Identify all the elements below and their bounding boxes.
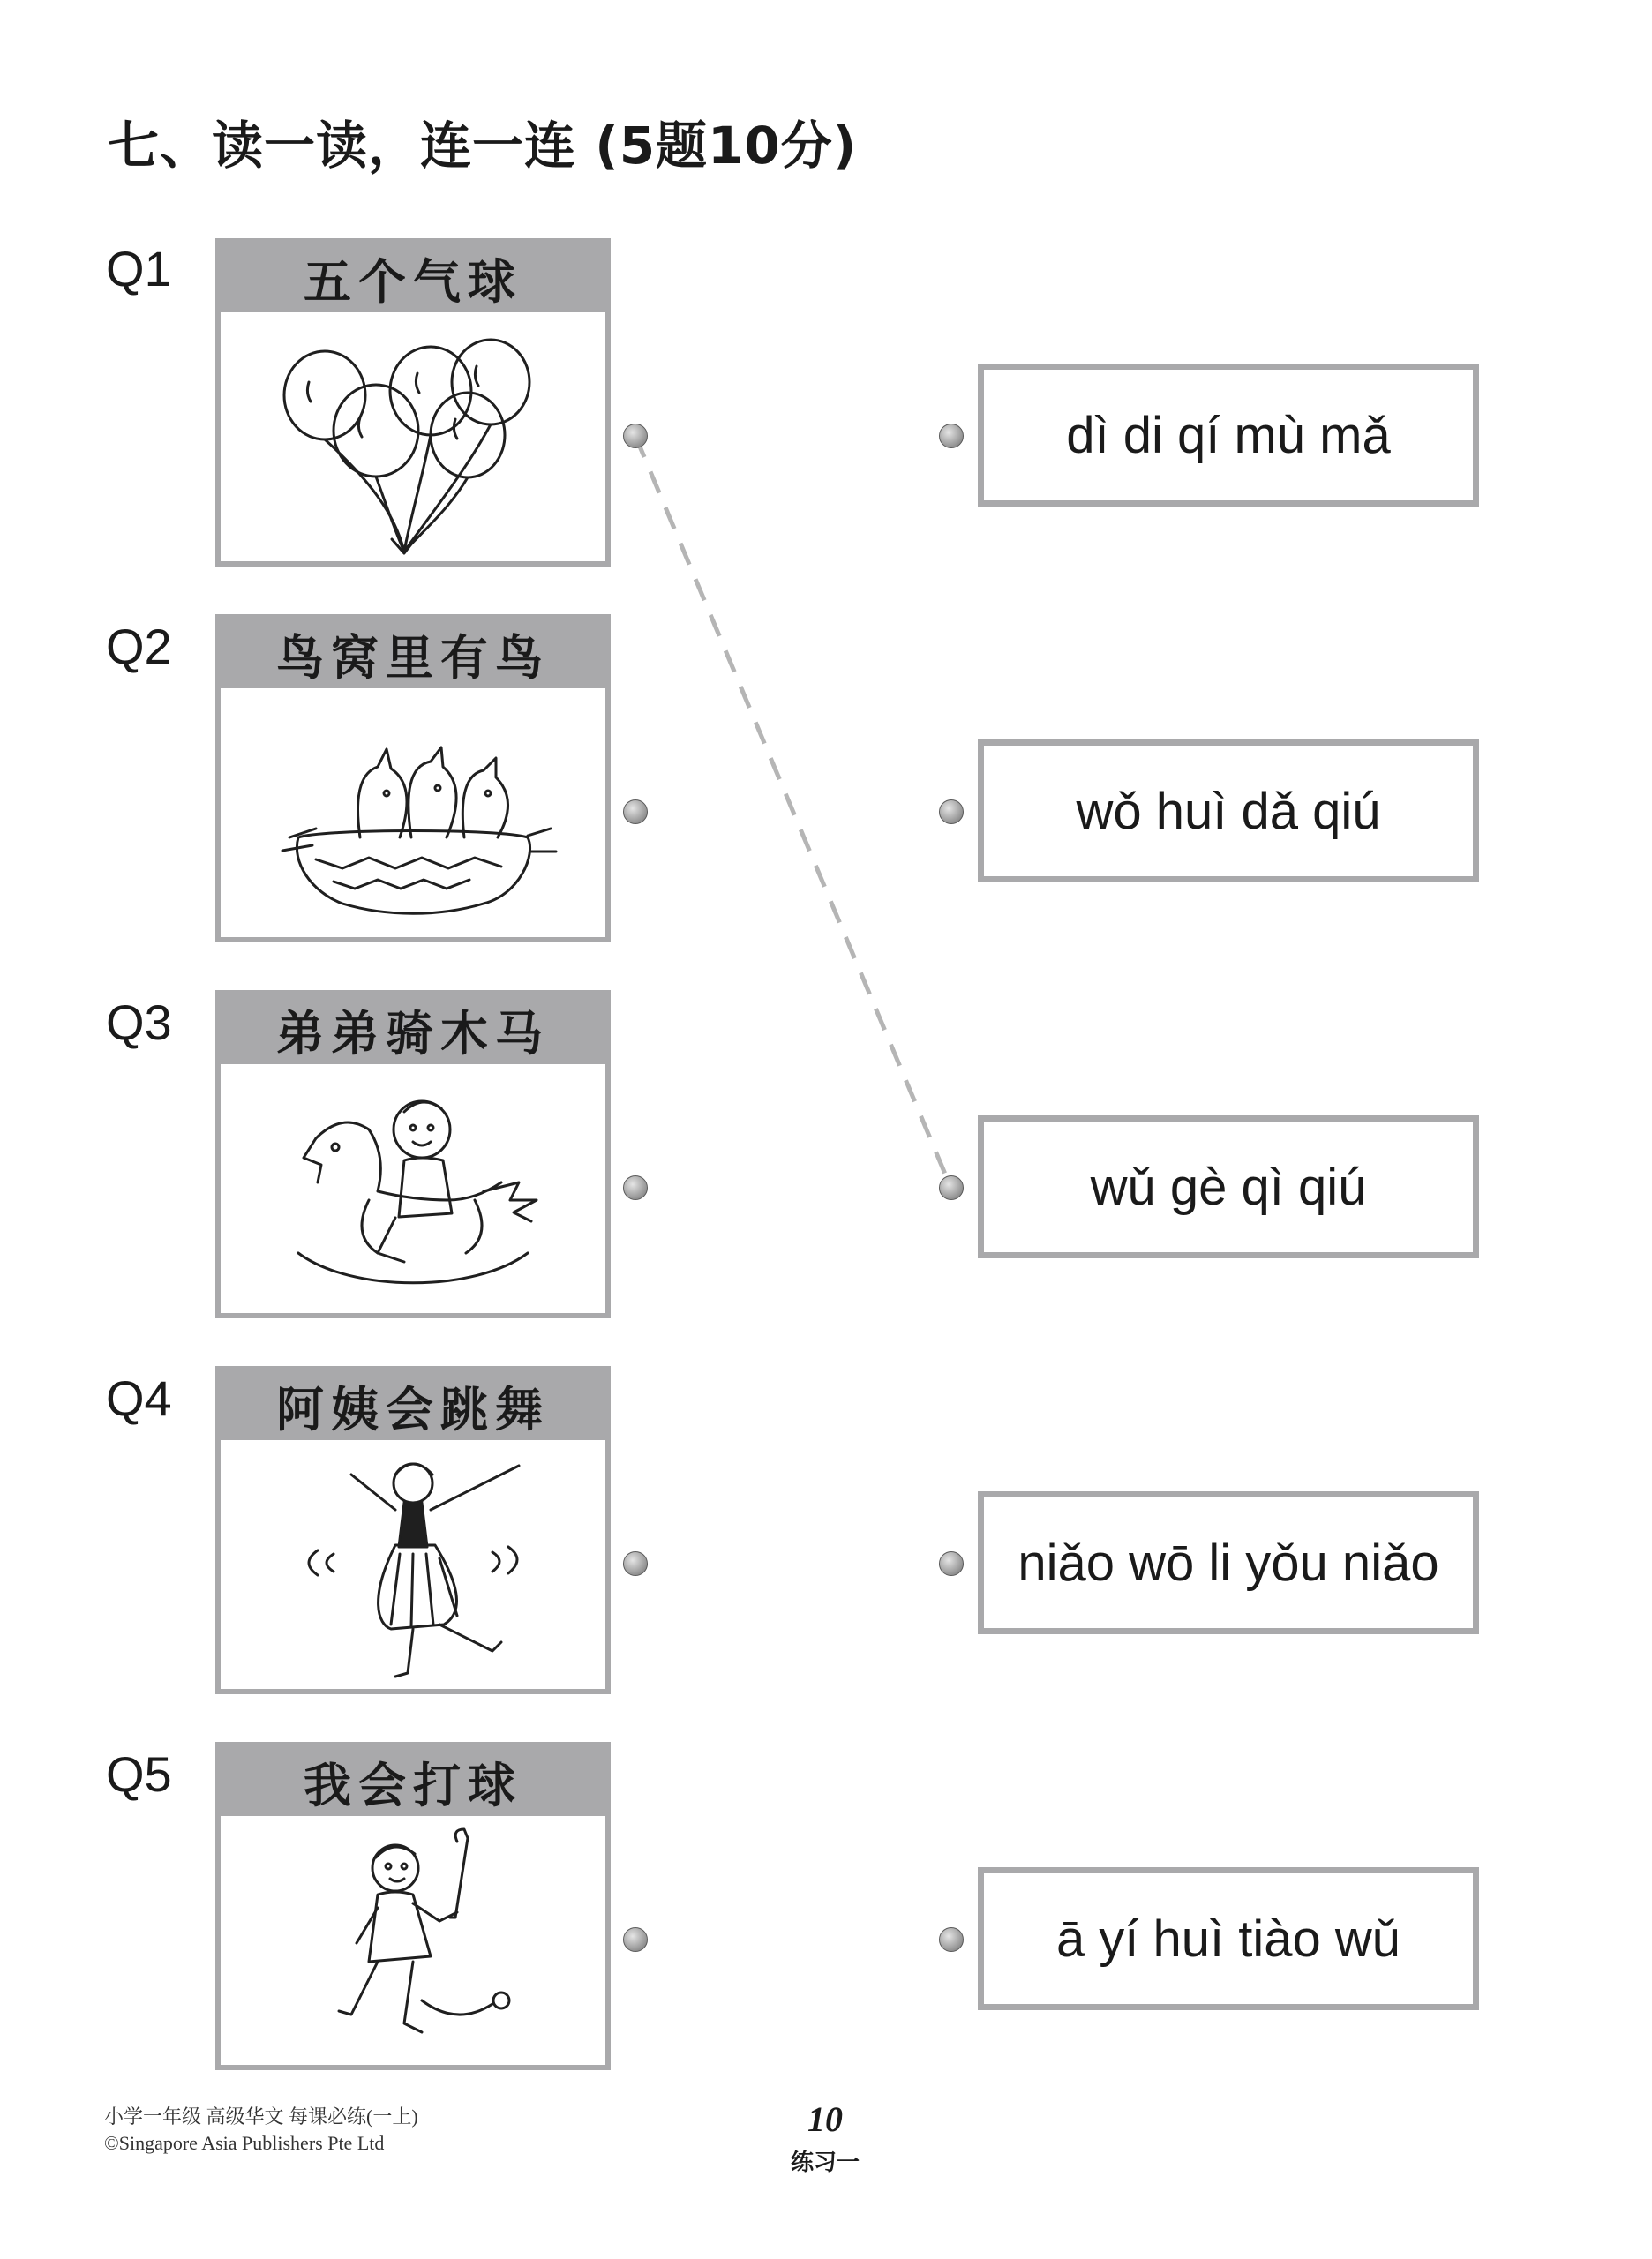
picture-card-q2 — [215, 614, 611, 942]
answer-dot-3[interactable] — [939, 1175, 964, 1200]
question-label-q5: Q5 — [106, 1746, 172, 1802]
picture-card-q4 — [215, 1366, 611, 1694]
question-label-q4: Q4 — [106, 1370, 172, 1426]
answer-dot-2[interactable] — [939, 799, 964, 824]
card-caption-q4: 阿姨会跳舞 — [221, 1371, 605, 1440]
card-caption-q2: 鸟窝里有鸟 — [221, 619, 605, 688]
question-dot-q4[interactable] — [623, 1551, 648, 1576]
answer-box-2[interactable]: wǒ huì dǎ qiú — [978, 739, 1479, 882]
question-dot-q5[interactable] — [623, 1927, 648, 1952]
answer-box-5[interactable]: ā yí huì tiào wǔ — [978, 1867, 1479, 2010]
rocking-horse-icon — [221, 1069, 605, 1313]
card-caption-q3: 弟弟骑木马 — [221, 995, 605, 1064]
page-label: 练习一 — [790, 2150, 860, 2176]
question-dot-q3[interactable] — [623, 1175, 648, 1200]
card-caption-q5: 我会打球 — [221, 1747, 605, 1816]
balloons-icon — [221, 318, 605, 561]
picture-card-q3 — [215, 990, 611, 1318]
question-label-q3: Q3 — [106, 994, 172, 1050]
picture-card-q1 — [215, 238, 611, 567]
card-caption-q1: 五个气球 — [221, 244, 605, 312]
bird-nest-icon — [221, 694, 605, 937]
question-label-q1: Q1 — [106, 241, 172, 296]
answer-dot-4[interactable] — [939, 1551, 964, 1576]
answer-box-3[interactable]: wǔ gè qì qiú — [978, 1115, 1479, 1258]
hockey-player-icon — [221, 1821, 605, 2065]
answer-dot-1[interactable] — [939, 424, 964, 448]
page-number: 10 — [807, 2099, 843, 2139]
dancer-icon — [221, 1445, 605, 1689]
answer-dot-5[interactable] — [939, 1927, 964, 1952]
copyright: ©Singapore Asia Publishers Pte Ltd — [104, 2132, 385, 2154]
book-title: 小学一年级 高级华文 每课必练(一上) — [104, 2105, 418, 2128]
question-dot-q2[interactable] — [623, 799, 648, 824]
section-title: 七、读一读，连一连 (5题10分) — [108, 116, 858, 176]
answer-box-1[interactable]: dì di qí mù mǎ — [978, 364, 1479, 507]
picture-card-q5 — [215, 1742, 611, 2070]
question-dot-q1[interactable] — [623, 424, 648, 448]
question-label-q2: Q2 — [106, 619, 172, 674]
answer-box-4[interactable]: niǎo wō li yǒu niǎo — [978, 1491, 1479, 1634]
footer-info — [104, 2104, 418, 2157]
